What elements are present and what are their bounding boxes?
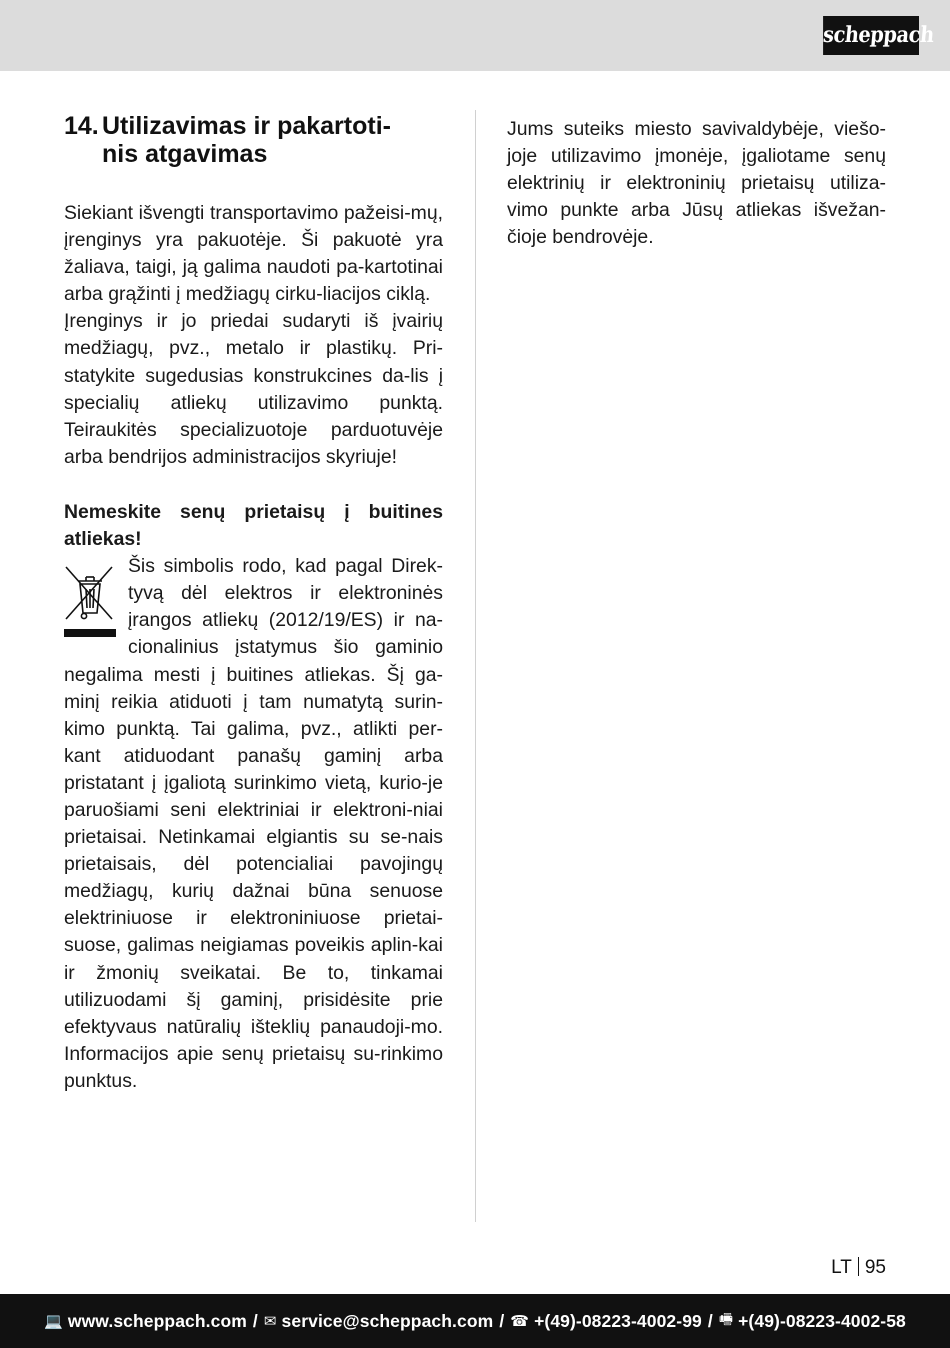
section-title-line1: Utilizavimas ir pakartoti- [102,112,391,140]
section-heading [64,112,443,168]
phone-icon: ☎ [510,1312,530,1330]
footer-email[interactable]: service@scheppach.com [281,1310,494,1331]
footer-separator: / [707,1310,713,1331]
column-divider [475,110,476,1222]
right-column [507,116,886,251]
computer-icon: 💻 [44,1312,63,1330]
section-title-line2: nis atgavimas [102,140,268,168]
header-band [0,0,950,71]
section-number: 14. [64,112,99,140]
footer-separator: / [252,1310,258,1331]
packaging-paragraph: Siekiant išvengti transportavimo pažeisi-mų, įrenginys yra pakuotėje. Ši pakuotė yra žaliava, taigi, ją galima naudoti pa-kartotinai arba grąžinti į medžiagų cirku-liacijos ciklą. [64,202,443,306]
footer-phone: +(49)-08223-4002-99 [534,1310,702,1331]
footer-separator: / [499,1310,505,1331]
envelope-icon: ✉ [263,1312,277,1330]
crossed-bin-icon [64,563,116,647]
collection-info-paragraph: Jums suteiks miesto savivaldybėje, viešo-joje utilizavimo įmonėje, įgaliotame senų elektrinių ir elektroninių prietaisų utiliza-vimo punkte arba Jūsų atliekas išvežan-čioje bendrovėje. [507,118,886,249]
section-title [102,112,443,168]
page-language: LT [831,1257,852,1278]
materials-paragraph: Įrenginys ir jo priedai sudaryti iš įvairių medžiagų, pvz., metalo ir plastikų. Pri-statykite sugedusias konstrukcines da-lis į specialių atliekų utilizavimo punktą. Teiraukitės specializuotoje parduotuvėje arba bendrijos administracijos skyriuje! [64,310,443,468]
weee-paragraph: Šis simbolis rodo, kad pagal Direk-tyvą dėl elektros ir elektroninės įrangos atliekų (2012/19/ES) ir na-cionalinius įstatymus šio gaminio negalima mesti į buitines atliekas. Šį ga-minį reikia atiduoti į tam numatytą surin-kimo punktą. Tai galima, pvz., atlikti per-kant atiduodant panašų gaminį arba pristatant į įgaliotą surinkimo vietą, kurio-je paruošiami seni elektriniai ir elektroni-niai prietaisai. Netinkamai elgiantis su se-nais prietaisais, dėl potencialiai pavojingų medžiagų, kurių dažnai būna senuose elektriniuose ir elektroniniuose prietai-suose, galimas neigiamas poveikis aplin-kai ir žmonių sveikatai. Be to, tinkamai utilizuodami šį gaminį, prisidėsite prie efektyvaus natūralių išteklių panaudoji-mo. Informacijos apie senų prietaisų su-rinkimo punktus. [64,555,443,1092]
left-column [64,112,443,1095]
weee-block [64,553,443,1095]
footer-contacts [0,1294,950,1348]
page-number [800,1256,886,1280]
footer-fax: +(49)-08223-4002-58 [738,1310,906,1331]
brand-logo [821,16,935,55]
footer-band [0,1294,950,1348]
footer-website[interactable]: www.scheppach.com [67,1310,247,1331]
warning-note: Nemeskite senų prietaisų į buitines atliekas! [64,500,443,551]
page-number-separator [858,1257,859,1276]
fax-icon: 🖷 [718,1309,734,1328]
brand-logo-text: scheppach [821,22,935,48]
page-number-value: 95 [864,1257,886,1278]
